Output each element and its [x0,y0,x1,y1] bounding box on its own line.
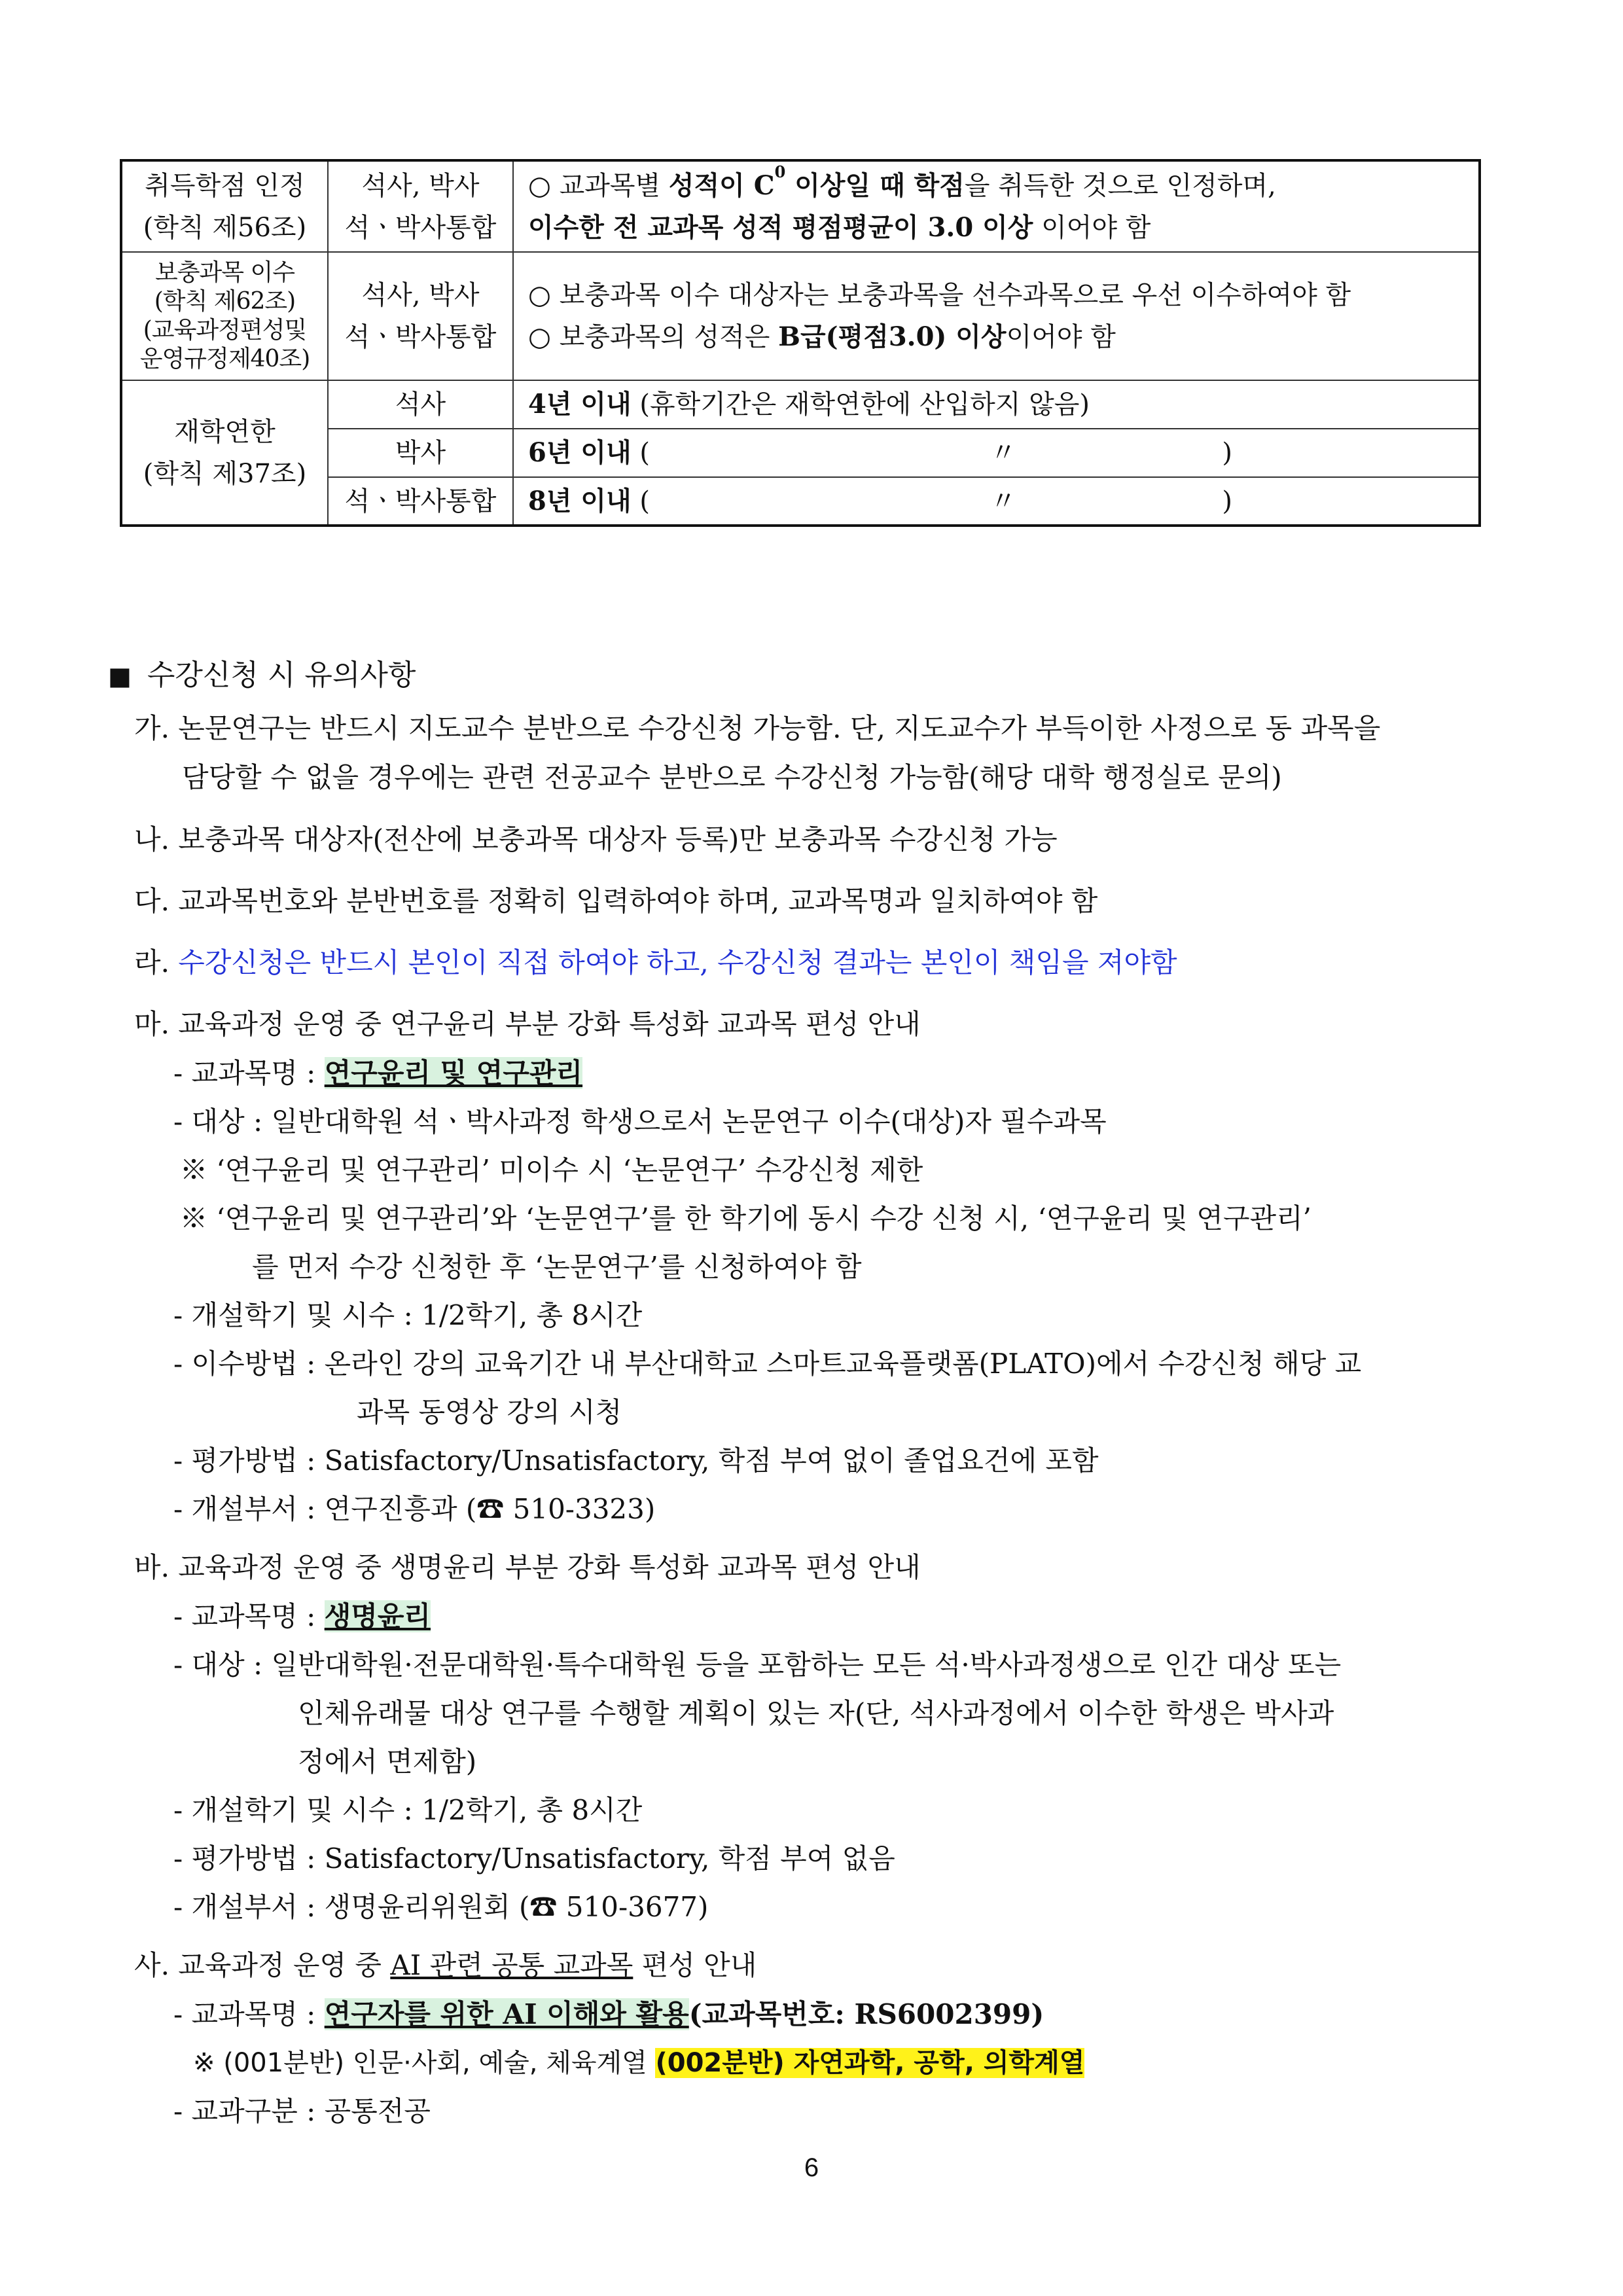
rule-title-cell: 보충과목 이수 (학칙 제62조) (교육과정편성및 운영규정제40조) [121,252,328,380]
table-row [121,160,1480,252]
ba-term: - 개설학기 및 시수 : 1/2학기, 총 8시간 [173,1794,643,1826]
ma-note2-line1: ※ ‘연구윤리 및 연구관리’와 ‘논문연구’를 한 학기에 동시 수강 신청 시, ‘연구윤리 및 연구관리’ [180,1202,1312,1234]
square-bullet-icon: ■ [108,662,132,691]
ba-target-line1: - 대상 : 일반대학원·전문대학원·특수대학원 등을 포함하는 모든 석·박사과정생으로 인간 대상 또는 [173,1649,1342,1681]
ba-target-line2: 인체유래물 대상 연구를 수행할 계획이 있는 자(단, 석사과정에서 이수한 학생은 박사과 [298,1697,1334,1729]
item-ga-line1: 가. 논문연구는 반드시 지도교수 분반으로 수강신청 가능함. 단, 지도교수가 부득이한 사정으로 동 과목을 [134,712,1381,744]
rule-content-cell: 8년 이내 ( 〃 ) [513,477,1480,526]
item-ga-line2: 담당할 수 없을 경우에는 관련 전공교수 분반으로 수강신청 가능함(해당 대학 행정실로 문의) [182,761,1282,793]
academic-rules-table [120,159,1481,527]
rule-title-cell: 취득학점 인정 (학칙 제56조) [121,160,328,252]
table-row [121,252,1480,380]
ba-eval: - 평가방법 : Satisfactory/Unsatisfactory, 학점 부여 없음 [173,1842,895,1874]
degree-cell: 석ㆍ박사통합 [328,477,513,526]
ma-note2-line2: 를 먼저 수강 신청한 후 ‘논문연구’를 신청하여야 함 [252,1251,862,1283]
ma-dept: - 개설부서 : 연구진흥과 (☎ 510-3323) [173,1493,656,1525]
sa-division: - 교과구분 : 공통전공 [173,2095,431,2127]
degree-cell: 석사 [328,380,513,429]
rule-content-cell: ○ 보충과목 이수 대상자는 보충과목을 선수과목으로 우선 이수하여야 함 ○ 보충과목의 성적은 B급(평점3.0) 이상이어야 함 [513,252,1480,380]
sa-course-name: - 교과목명 : 연구자를 위한 AI 이해와 활용(교과목번호: RS6002399) [173,1998,1044,2030]
item-na: 나. 보충과목 대상자(전산에 보충과목 대상자 등록)만 보충과목 수강신청 가능 [134,823,1058,855]
table-row [121,380,1480,429]
item-ba: 바. 교육과정 운영 중 생명윤리 부분 강화 특성화 교과목 편성 안내 [134,1551,921,1583]
item-ra: 라. 수강신청은 반드시 본인이 직접 하여야 하고, 수강신청 결과는 본인이 책임을 져야함 [134,946,1177,978]
ma-target: - 대상 : 일반대학원 석ㆍ박사과정 학생으로서 논문연구 이수(대상)자 필수과목 [173,1105,1107,1138]
sa-note: ※ (001분반) 인문·사회, 예술, 체육계열 (002분반) 자연과학, 공학, 의학계열 [193,2048,1085,2078]
degree-cell: 석사, 박사 석ㆍ박사통합 [328,160,513,252]
ma-eval: - 평가방법 : Satisfactory/Unsatisfactory, 학점 부여 없이 졸업요건에 포함 [173,1444,1099,1477]
ba-course-name: - 교과목명 : 생명윤리 [173,1600,431,1632]
ma-term: - 개설학기 및 시수 : 1/2학기, 총 8시간 [173,1299,643,1331]
rule-content-cell: ○ 교과목별 성적이 $C^0$ 이상일 때 학점을 취득한 것으로 인정하며, 이수한 전 교과목 성적 평점평균이 3.0 이상 이어야 함 [513,160,1480,252]
ba-dept: - 개설부서 : 생명윤리위원회 (☎ 510-3677) [173,1891,709,1923]
ma-method-line2: 과목 동영상 강의 시청 [357,1396,622,1428]
ma-course-name: - 교과목명 : 연구윤리 및 연구관리 [173,1057,583,1089]
item-ma: 마. 교육과정 운영 중 연구윤리 부분 강화 특성화 교과목 편성 안내 [134,1008,921,1040]
item-sa: 사. 교육과정 운영 중 AI 관련 공통 교과목 편성 안내 [134,1949,757,1981]
section-heading: ■ 수강신청 시 유의사항 [108,658,416,692]
item-da: 다. 교과목번호와 분반번호를 정확히 입력하여야 하며, 교과목명과 일치하여야 함 [134,885,1098,917]
ba-target-line3: 정에서 면제함) [298,1746,477,1778]
ma-method-line1: - 이수방법 : 온라인 강의 교육기간 내 부산대학교 스마트교육플랫폼(PLATO)에서 수강신청 해당 교 [173,1348,1362,1380]
ma-note1: ※ ‘연구윤리 및 연구관리’ 미이수 시 ‘논문연구’ 수강신청 제한 [180,1154,923,1186]
degree-cell: 석사, 박사 석ㆍ박사통합 [328,252,513,380]
rule-title-cell: 재학연한 (학칙 제37조) [121,380,328,526]
rule-content-cell: 6년 이내 ( 〃 ) [513,429,1480,477]
page-number: 6 [804,2153,819,2182]
rule-content-cell: 4년 이내 (휴학기간은 재학연한에 산입하지 않음) [513,380,1480,429]
degree-cell: 박사 [328,429,513,477]
responsibility-notice: 수강신청은 반드시 본인이 직접 하여야 하고, 수강신청 결과는 본인이 책임을 져야함 [178,946,1177,978]
